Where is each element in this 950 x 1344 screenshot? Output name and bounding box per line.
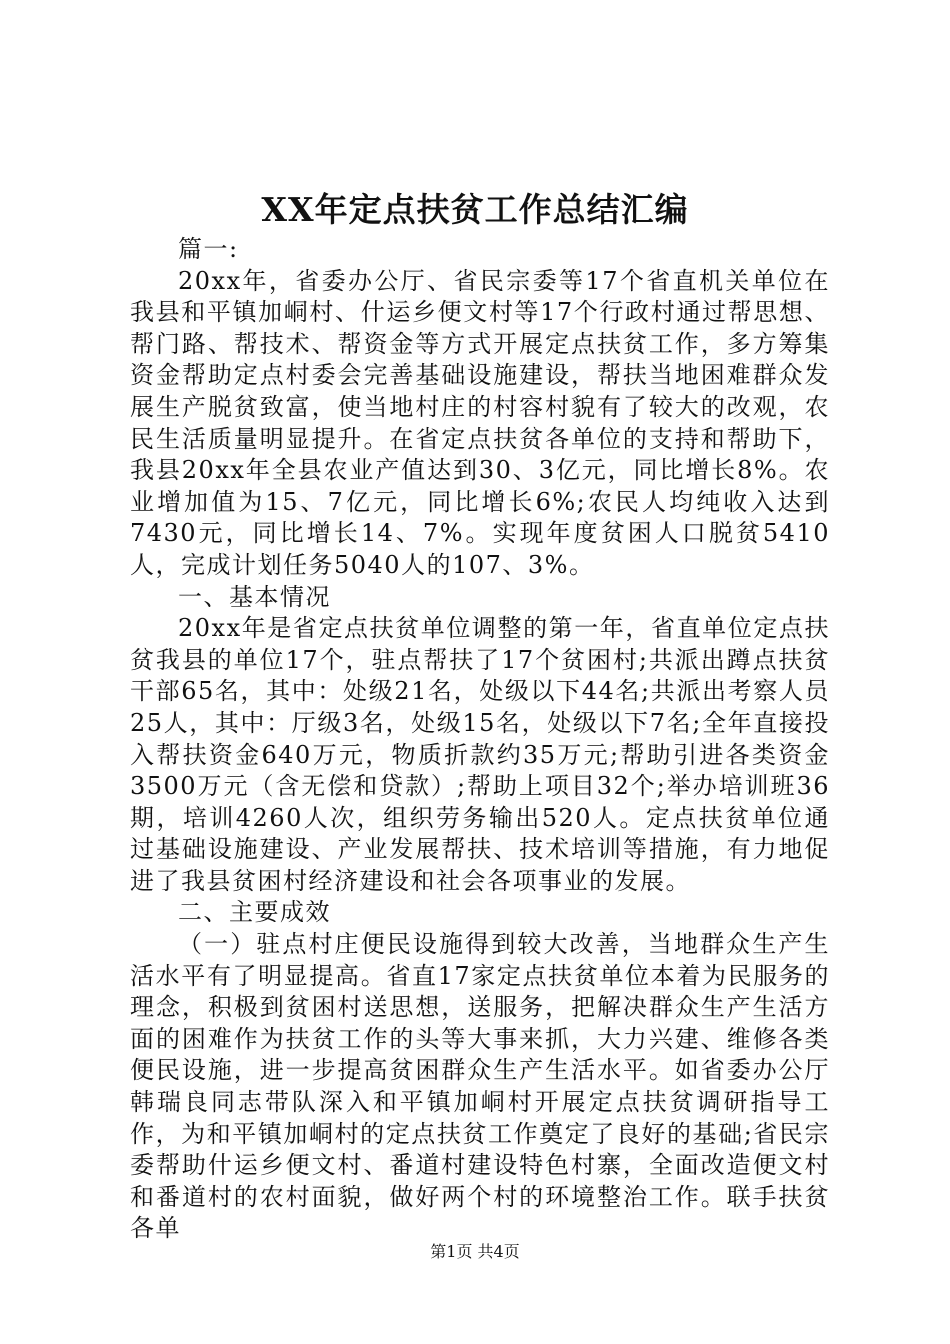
intro-paragraph: 20xx年，省委办公厅、省民宗委等17个省直机关单位在我县和平镇加峒村、什运乡便文村等17个行政村通过帮思想、帮门路、帮技术、帮资金等方式开展定点扶贫工作，多方筹集资金帮助定点村委会完善基础设施建设，帮扶当地困难群众发展生产脱贫致富，使当地村庄的村容村貌有了较大的改观，农民生活质量明显提升。在省定点扶贫各单位的支持和帮助下，我县20xx年全县农业产值达到30、3亿元，同比增长8%。农业增加值为15、7亿元，同比增长6%;农民人均纯收入达到7430元，同比增长14、7%。实现年度贫困人口脱贫5410人，完成计划任务5040人的107、3%。	[130, 266, 830, 579]
page-footer: 第1页 共4页	[430, 1242, 520, 1261]
basic-situation-paragraph: 20xx年是省定点扶贫单位调整的第一年，省直单位定点扶贫我县的单位17个，驻点帮扶了17个贫困村;共派出蹲点扶贫干部65名，其中：处级21名，处级以下44名;共派出考察人员25人，其中：厅级3名，处级15名，处级以下7名;全年直接投入帮扶资金640万元，物质折款约35万元;帮助引进各类资金3500万元（含无偿和贷款）;帮助上项目32个;举办培训班36期，培训4260人次，组织劳务输出520人。定点扶贫单位通过基础设施建设、产业发展帮扶、技术培训等措施，有力地促进了我县贫困村经济建设和社会各项事业的发展。	[130, 614, 830, 895]
section-heading-main-results: 二、主要成效	[178, 898, 331, 927]
section-heading-basic-situation: 一、基本情况	[178, 582, 331, 611]
main-results-paragraph: （一）驻点村庄便民设施得到较大改善，当地群众生产生活水平有了明显提高。省直17家定点扶贫单位本着为民服务的理念，积极到贫困村送思想，送服务，把解决群众生产生活方面的困难作为扶贫工作的头等大事来抓，大力兴建、维修各类便民设施，进一步提高贫困群众生产生活水平。如省委办公厅韩瑞良同志带队深入和平镇加峒村开展定点扶贫调研指导工作，为和平镇加峒村的定点扶贫工作奠定了良好的基础;省民宗委帮助什运乡便文村、番道村建设特色村寨，全面改造便文村和番道村的农村面貌，做好两个村的环境整治工作。联手扶贫各单	[130, 930, 830, 1243]
document-body	[130, 234, 830, 1245]
document-title: XX年定点扶贫工作总结汇编	[261, 190, 689, 229]
section-label: 篇一:	[178, 235, 239, 263]
